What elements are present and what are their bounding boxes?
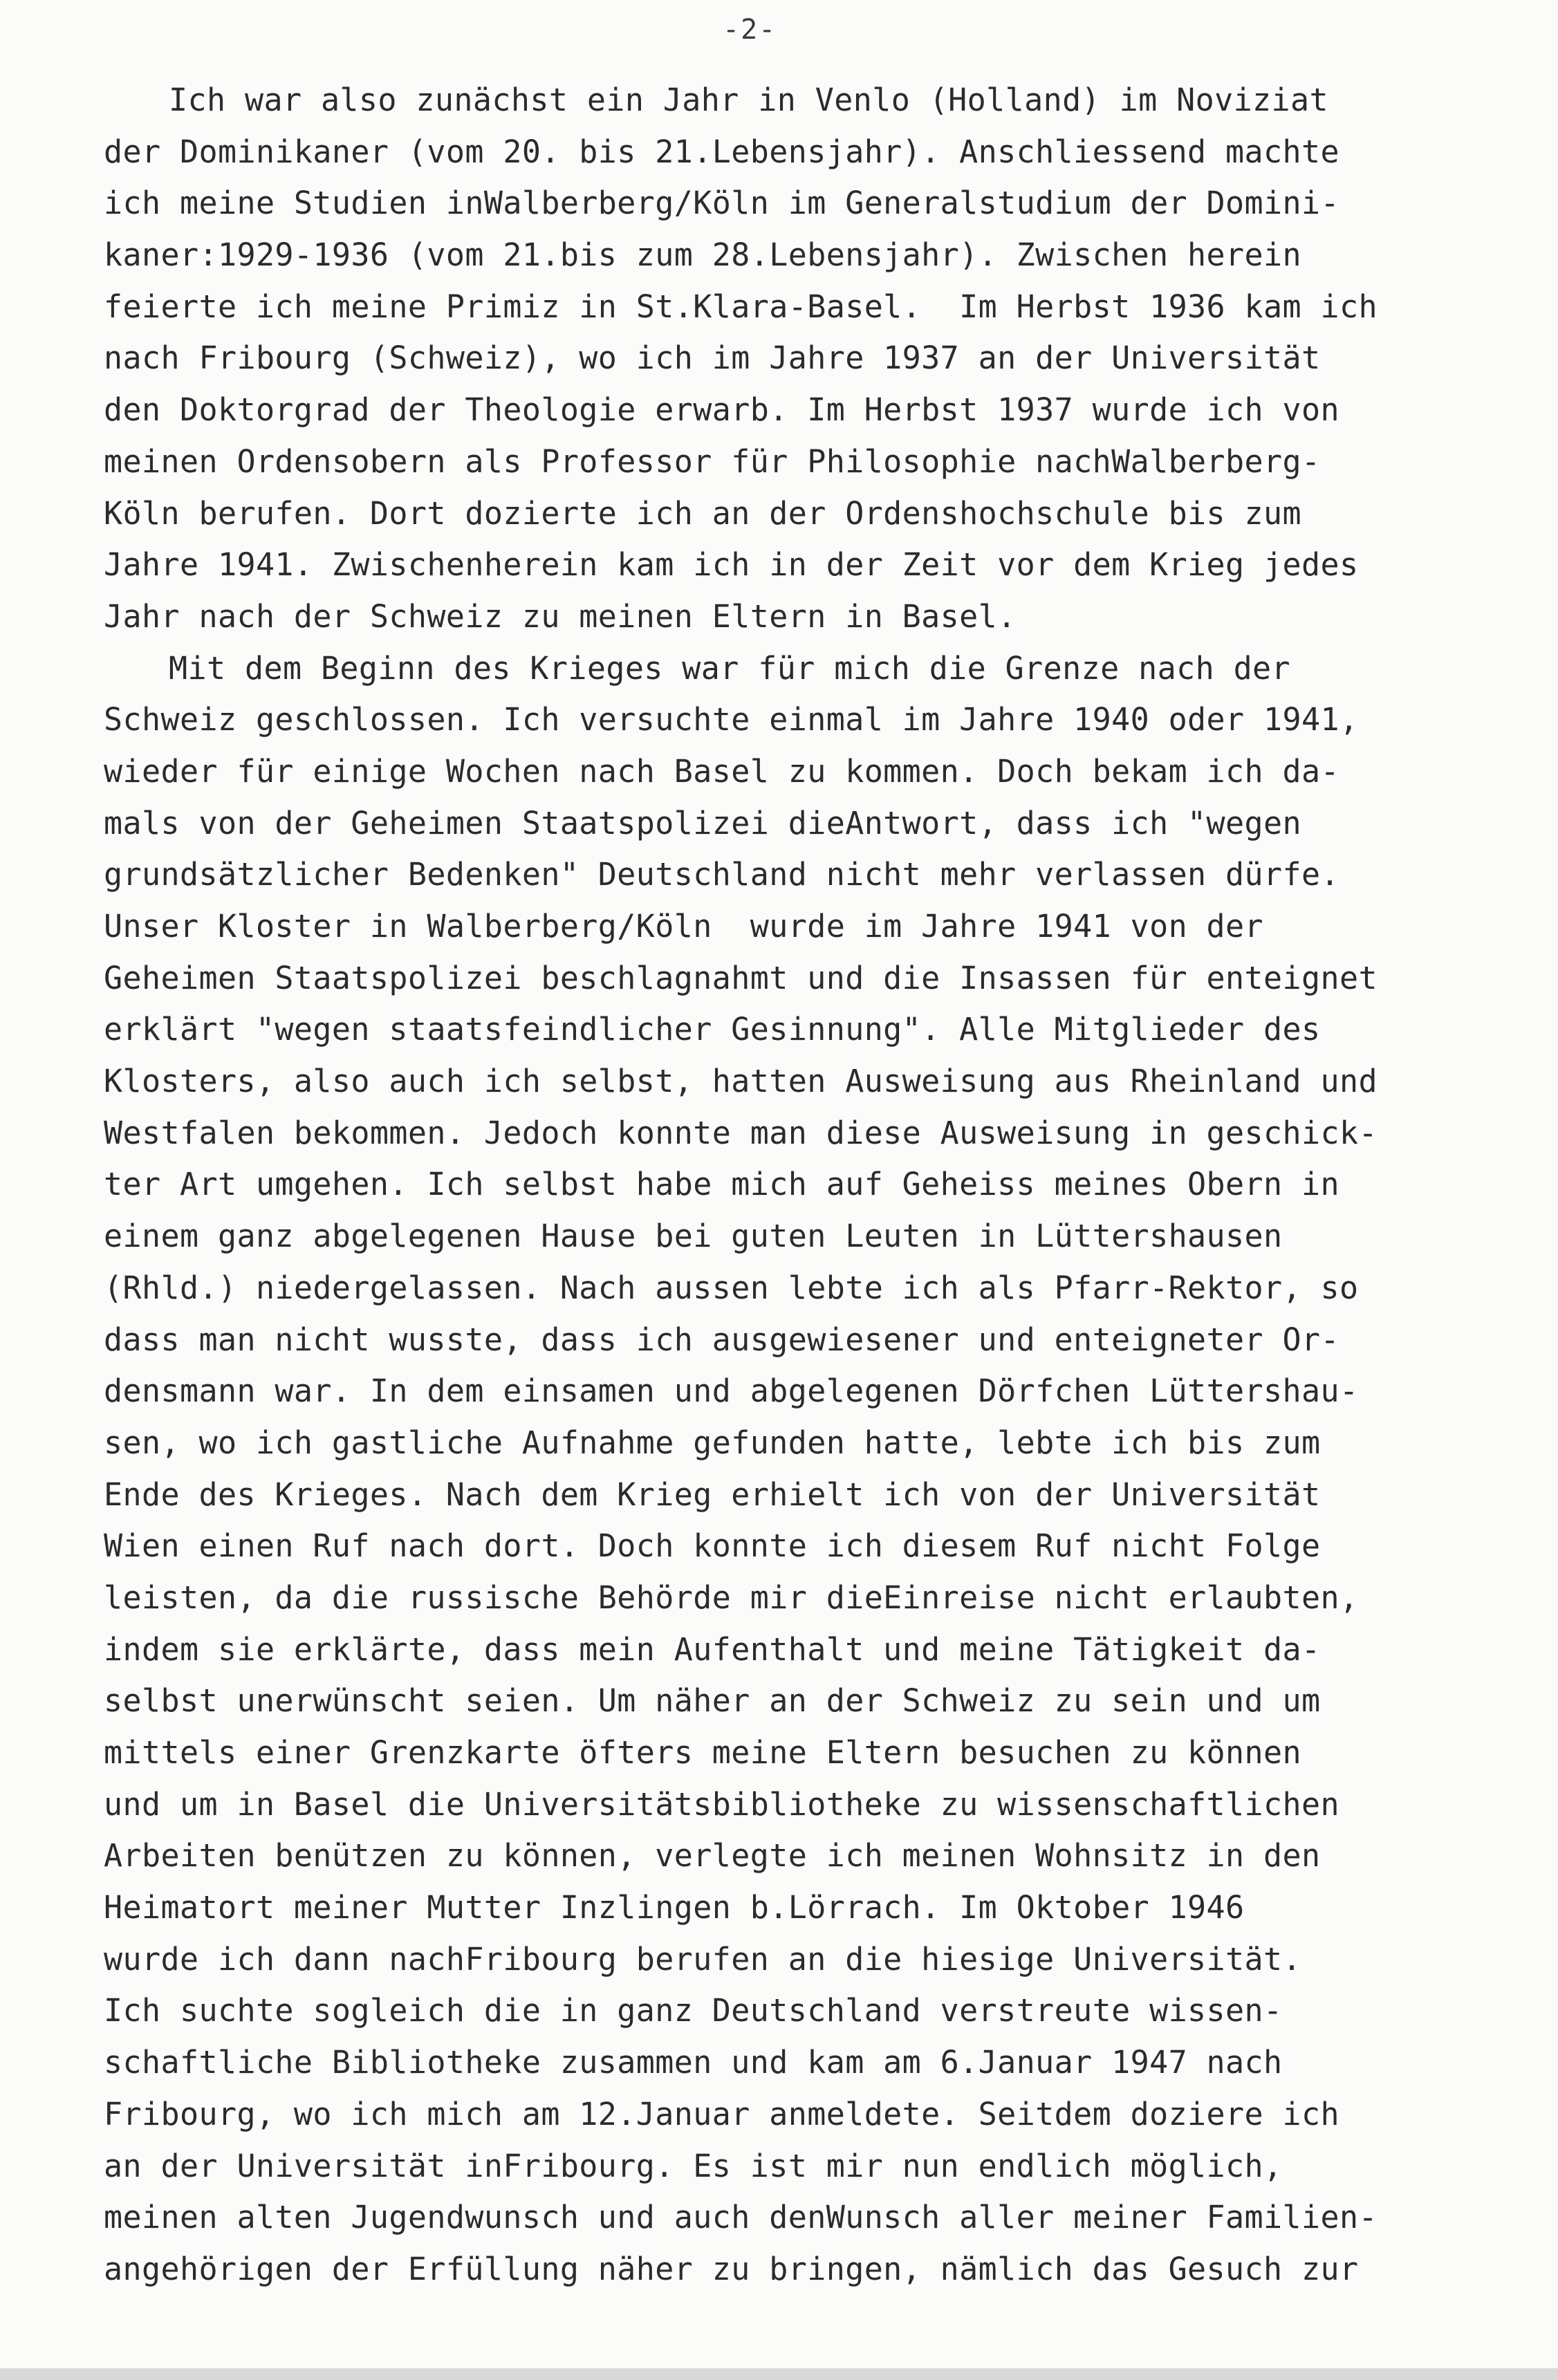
text-line: mittels einer Grenzkarte öfters meine Eltern besuchen zu können	[104, 1734, 1302, 1771]
scan-bottom-edge	[0, 2368, 1558, 2380]
text-line: grundsätzlicher Bedenken" Deutschland nicht mehr verlassen dürfe.	[104, 856, 1339, 893]
text-line: den Doktorgrad der Theologie erwarb. Im Herbst 1937 wurde ich von	[104, 391, 1339, 429]
text-line: Unser Kloster in Walberberg/Köln wurde im Jahre 1941 von der	[104, 908, 1264, 945]
text-line: Köln berufen. Dort dozierte ich an der Ordenshochschule bis zum	[104, 494, 1302, 532]
text-line: wieder für einige Wochen nach Basel zu kommen. Doch bekam ich da-	[104, 752, 1339, 790]
text-line: dass man nicht wusste, dass ich ausgewiesener und enteigneter Or-	[104, 1321, 1339, 1358]
text-line: mals von der Geheimen Staatspolizei dieAntwort, dass ich "wegen	[104, 804, 1302, 842]
text-line: Wien einen Ruf nach dort. Doch konnte ich diesem Ruf nicht Folge	[104, 1527, 1321, 1565]
page-number: -2-	[723, 14, 777, 46]
text-line: meinen Ordensobern als Professor für Philosophie nachWalberberg-	[104, 443, 1321, 480]
text-line: indem sie erklärte, dass mein Aufenthalt und meine Tätigkeit da-	[104, 1630, 1321, 1668]
text-line: Arbeiten benützen zu können, verlegte ich meinen Wohnsitz in den	[104, 1837, 1321, 1875]
text-line: erklärt "wegen staatsfeindlicher Gesinnung". Alle Mitglieder des	[104, 1011, 1321, 1048]
text-line: (Rhld.) niedergelassen. Nach aussen lebte ich als Pfarr-Rektor, so	[104, 1269, 1359, 1306]
text-line: meinen alten Jugendwunsch und auch denWunsch aller meiner Familien-	[104, 2199, 1378, 2236]
text-line: Fribourg, wo ich mich am 12.Januar anmeldete. Seitdem doziere ich	[104, 2095, 1339, 2132]
text-line: schaftliche Bibliotheke zusammen und kam am 6.Januar 1947 nach	[104, 2044, 1283, 2081]
text-line: Ich war also zunächst ein Jahr in Venlo (Holland) im Noviziat	[169, 82, 1329, 118]
text-line: und um in Basel die Universitätsbibliotheke zu wissenschaftlichen	[104, 1785, 1339, 1823]
text-line: an der Universität inFribourg. Es ist mir nun endlich möglich,	[104, 2147, 1283, 2184]
text-line: Westfalen bekommen. Jedoch konnte man diese Ausweisung in geschick-	[104, 1114, 1378, 1151]
text-line: ter Art umgehen. Ich selbst habe mich auf Geheiss meines Obern in	[104, 1166, 1339, 1203]
text-line: sen, wo ich gastliche Aufnahme gefunden hatte, lebte ich bis zum	[104, 1424, 1321, 1461]
text-line: wurde ich dann nachFribourg berufen an die hiesige Universität.	[104, 1940, 1302, 1978]
text-line: Ende des Krieges. Nach dem Krieg erhielt ich von der Universität	[104, 1476, 1321, 1513]
text-line: leisten, da die russische Behörde mir dieEinreise nicht erlaubten,	[104, 1579, 1359, 1616]
text-line: kaner:1929-1936 (vom 21.bis zum 28.Lebensjahr). Zwischen herein	[104, 236, 1302, 274]
text-line: Schweiz geschlossen. Ich versuchte einmal im Jahre 1940 oder 1941,	[104, 701, 1359, 738]
text-line: Klosters, also auch ich selbst, hatten Ausweisung aus Rheinland und	[104, 1063, 1378, 1100]
text-line: selbst unerwünscht seien. Um näher an der Schweiz zu sein und um	[104, 1682, 1321, 1720]
text-line: Mit dem Beginn des Krieges war für mich die Grenze nach der	[169, 649, 1291, 687]
text-line: Jahr nach der Schweiz zu meinen Eltern in Basel.	[104, 597, 1017, 635]
text-line: nach Fribourg (Schweiz), wo ich im Jahre 1937 an der Universität	[104, 340, 1321, 377]
text-line: der Dominikaner (vom 20. bis 21.Lebensjahr). Anschliessend machte	[104, 133, 1339, 170]
text-line: einem ganz abgelegenen Hause bei guten Leuten in Lüttershausen	[104, 1218, 1283, 1255]
text-line: angehörigen der Erfüllung näher zu bringen, nämlich das Gesuch zur	[104, 2250, 1359, 2287]
text-line: ich meine Studien inWalberberg/Köln im Generalstudium der Domini-	[104, 185, 1339, 222]
text-line: Ich suchte sogleich die in ganz Deutschland verstreute wissen-	[104, 1992, 1283, 2029]
text-line: feierte ich meine Primiz in St.Klara-Basel. Im Herbst 1936 kam ich	[104, 288, 1378, 325]
letter-body	[104, 75, 1514, 2296]
text-line: Geheimen Staatspolizei beschlagnahmt und die Insassen für enteignet	[104, 959, 1378, 996]
text-line: densmann war. In dem einsamen und abgelegenen Dörfchen Lüttershau-	[104, 1373, 1359, 1410]
text-line: Jahre 1941. Zwischenherein kam ich in der Zeit vor dem Krieg jedes	[104, 546, 1359, 584]
text-line: Heimatort meiner Mutter Inzlingen b.Lörrach. Im Oktober 1946	[104, 1889, 1245, 1926]
